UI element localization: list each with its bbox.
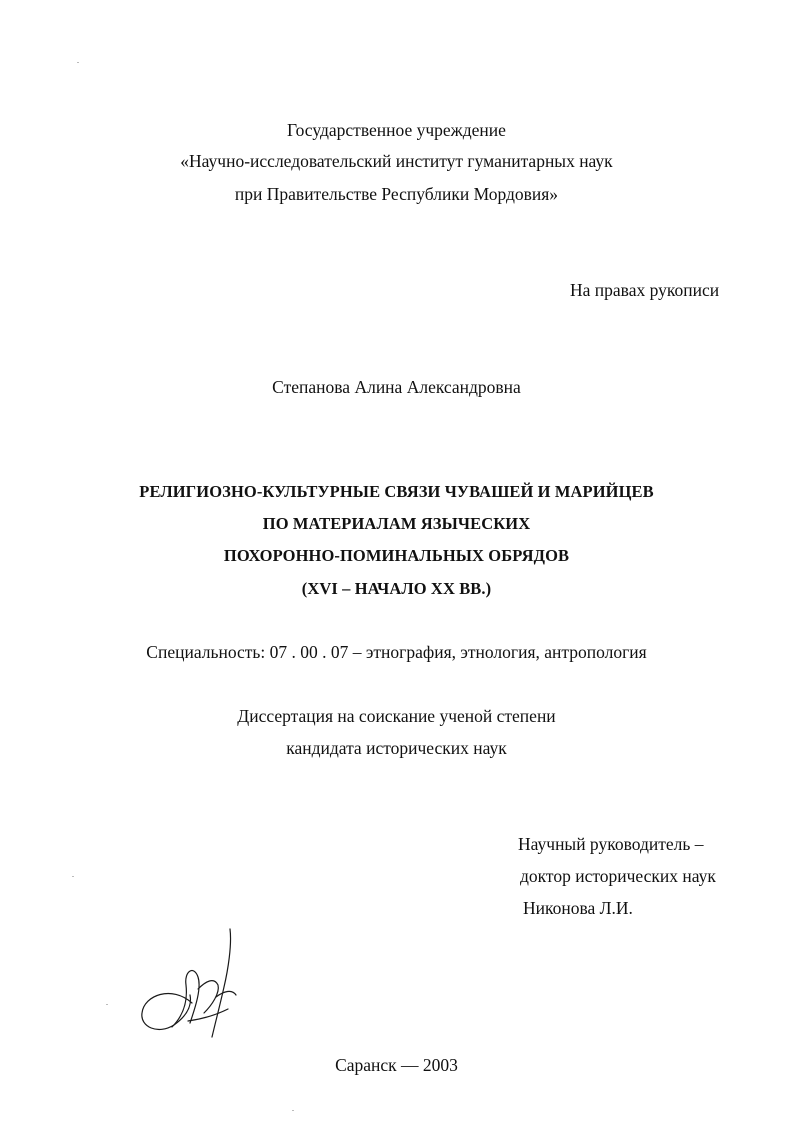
title-line-2: ПО МАТЕРИАЛАМ ЯЗЫЧЕСКИХ: [262, 514, 531, 533]
place-and-year: Саранск — 2003: [335, 1055, 458, 1075]
institution-line-3: при Правительстве Республики Мордовия»: [234, 184, 559, 204]
scan-speck: [72, 876, 74, 877]
supervisor-line-1: Научный руководитель –: [518, 834, 704, 854]
manuscript-note: На правах рукописи: [570, 280, 720, 300]
supervisor-line-2: доктор исторических наук: [520, 866, 716, 886]
institution-line-2: «Научно-исследовательский институт гуманитарных наук: [180, 151, 613, 171]
supervisor-line-3: Никонова Л.И.: [523, 898, 633, 918]
dissertation-line-1: Диссертация на соискание ученой степени: [237, 706, 556, 726]
title-line-4: (XVI – НАЧАЛО XX ВВ.): [301, 579, 492, 598]
institution-line-1: Государственное учреждение: [287, 120, 506, 140]
scan-speck: [77, 62, 79, 63]
specialty-line: Специальность: 07 . 00 . 07 – этнография, этнология, антропология: [146, 642, 647, 662]
author-name: Степанова Алина Александровна: [272, 377, 521, 397]
dissertation-line-2: кандидата исторических наук: [286, 738, 507, 758]
title-line-1: РЕЛИГИОЗНО-КУЛЬТУРНЫЕ СВЯЗИ ЧУВАШЕЙ И МАРИЙЦЕВ: [139, 482, 654, 501]
handwritten-signature: [132, 925, 252, 1045]
scan-speck: [106, 1004, 108, 1005]
scan-speck: [292, 1110, 294, 1111]
title-line-3: ПОХОРОННО-ПОМИНАЛЬНЫХ ОБРЯДОВ: [223, 546, 570, 565]
